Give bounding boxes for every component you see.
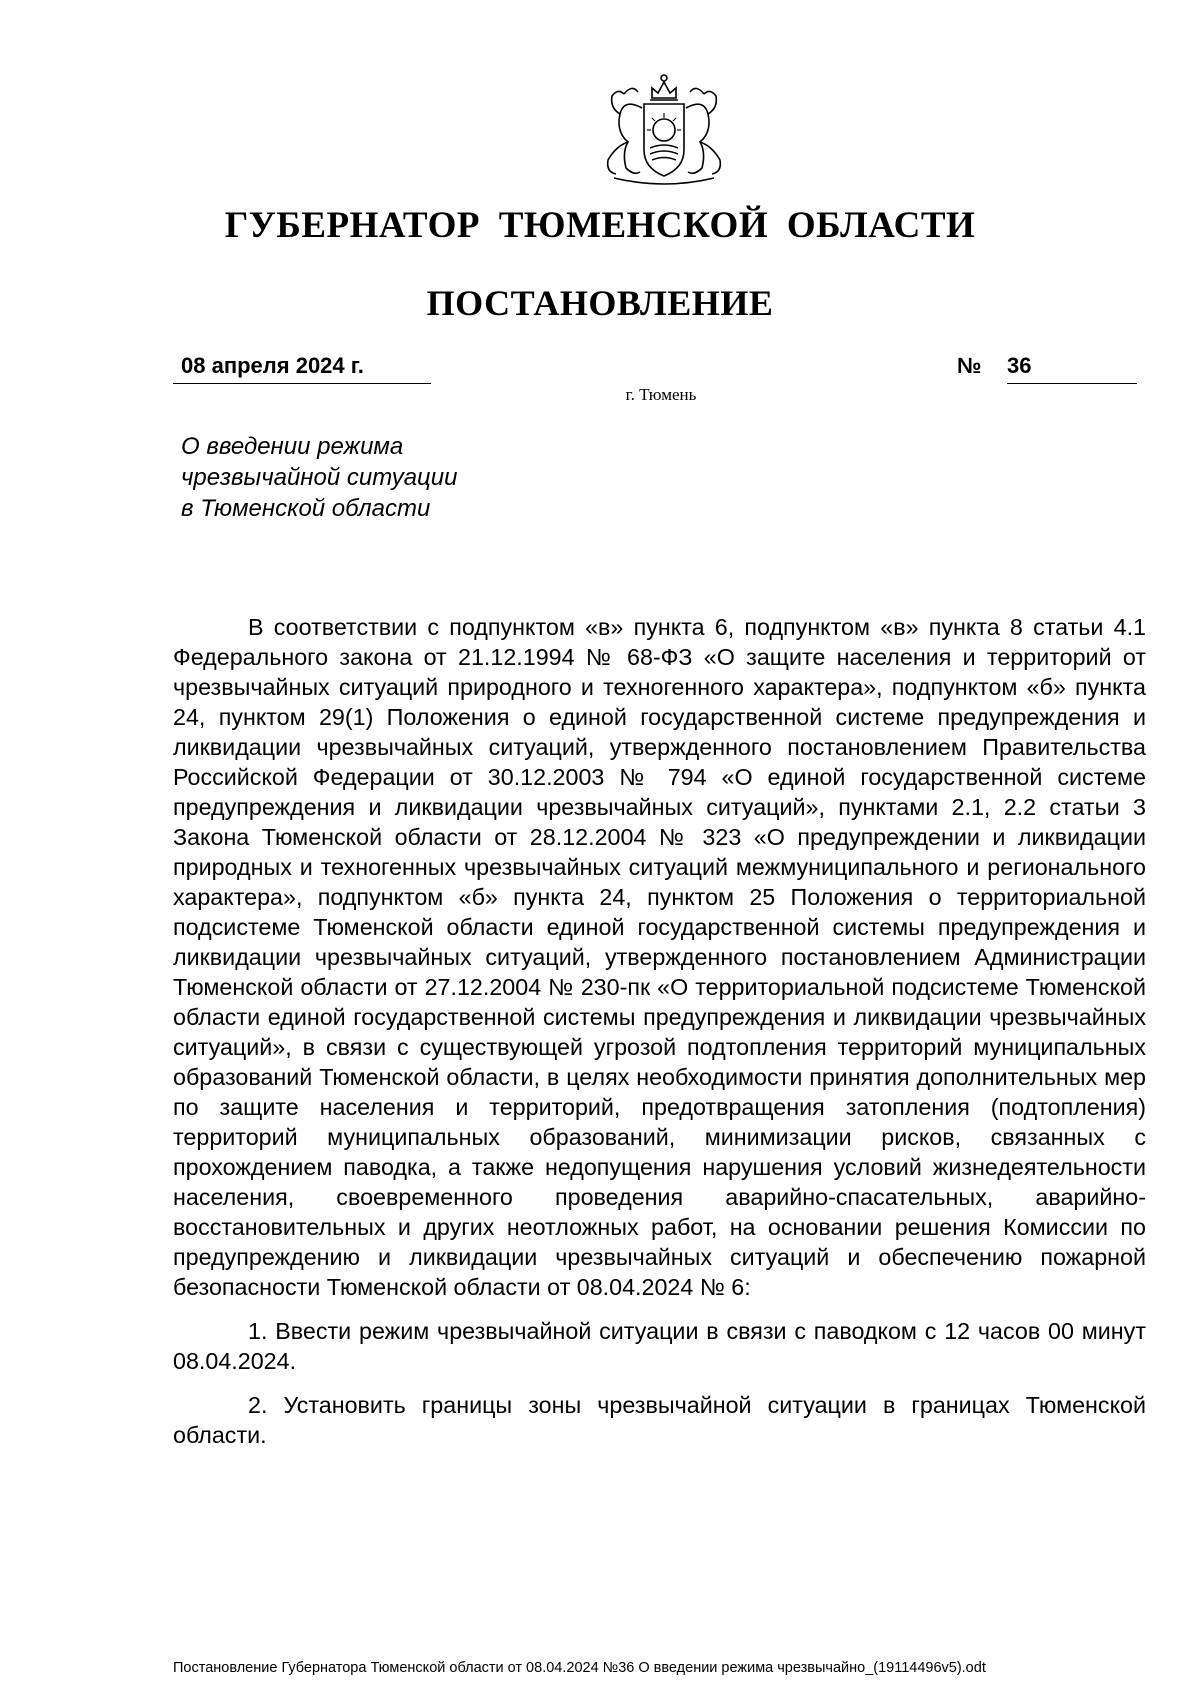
document-type-heading: ПОСТАНОВЛЕНИЕ [426, 283, 774, 323]
authority-heading: ГУБЕРНАТОР ТЮМЕНСКОЙ ОБЛАСТИ [224, 205, 976, 246]
document-body [173, 612, 1146, 1450]
place-of-issue: г. Тюмень [625, 385, 697, 404]
subject-line: О введении режима [181, 433, 404, 460]
preamble-paragraph: В соответствии с подпунктом «в» пункта 6, подпунктом «в» пункта 8 статьи 4.1 Федерального закона от 21.12.1994 № 68-ФЗ «О защите населения и территорий от чрезвычайных ситуаций природного и техногенного характера», подпунктом «б» пункта 24, пунктом 29(1) Положения о единой государственной системе предупреждения и ликвидации чрезвычайных ситуаций, утвержденного постановлением Правительства Российской Федерации от 30.12.2003 № 794 «О единой государственной системе предупреждения и ликвидации чрезвычайных ситуаций», пунктами 2.1, 2.2 статьи 3 Закона Тюменской области от 28.12.2004 № 323 «О предупреждении и ликвидации природных и техногенных чрезвычайных ситуаций межмуниципального и регионального характера», подпунктом «б» пункта 24, пунктом 25 Положения о территориальной подсистеме Тюменской области единой государственной системы предупреждения и ликвидации чрезвычайных ситуаций, утвержденного постановлением Администрации Тюменской области от 27.12.2004 № 230-пк «О территориальной подсистеме Тюменской области единой государственной системы предупреждения и ликвидации чрезвычайных ситуаций», в связи с существующей угрозой подтопления территорий муниципальных образований Тюменской области, в целях необходимости принятия дополнительных мер по защите населения и территорий, предотвращения затопления (подтопления) территорий муниципальных образований, минимизации рисков, связанных с прохождением паводка, а также недопущения нарушения условий жизнедеятельности населения, своевременного проведения аварийно-спасательных, аварийно-восстановительных и других неотложных работ, на основании решения Комиссии по предупреждению и ликвидации чрезвычайных ситуаций и обеспечению пожарной безопасности Тюменской области от 08.04.2024 № 6: [173, 614, 1146, 1300]
subject-line: чрезвычайной ситуации [181, 464, 458, 491]
document-date: 08 апреля 2024 г. [173, 352, 431, 384]
document-number: 36 [1007, 352, 1137, 384]
order-item-2: 2. Установить границы зоны чрезвычайной ситуации в границах Тюменской области. [173, 1392, 1146, 1448]
document-subject [181, 431, 541, 524]
number-sign: № [957, 353, 982, 378]
subject-line: в Тюменской области [181, 495, 431, 522]
coat-of-arms-icon [594, 68, 734, 192]
order-item-1: 1. Ввести режим чрезвычайной ситуации в связи с паводком с 12 часов 00 минут 08.04.2024. [173, 1318, 1146, 1374]
footer-file-label: Постановление Губернатора Тюменской области от 08.04.2024 №36 О введении режима чрезвычайно_(19114496v5).odt [173, 1660, 986, 1676]
